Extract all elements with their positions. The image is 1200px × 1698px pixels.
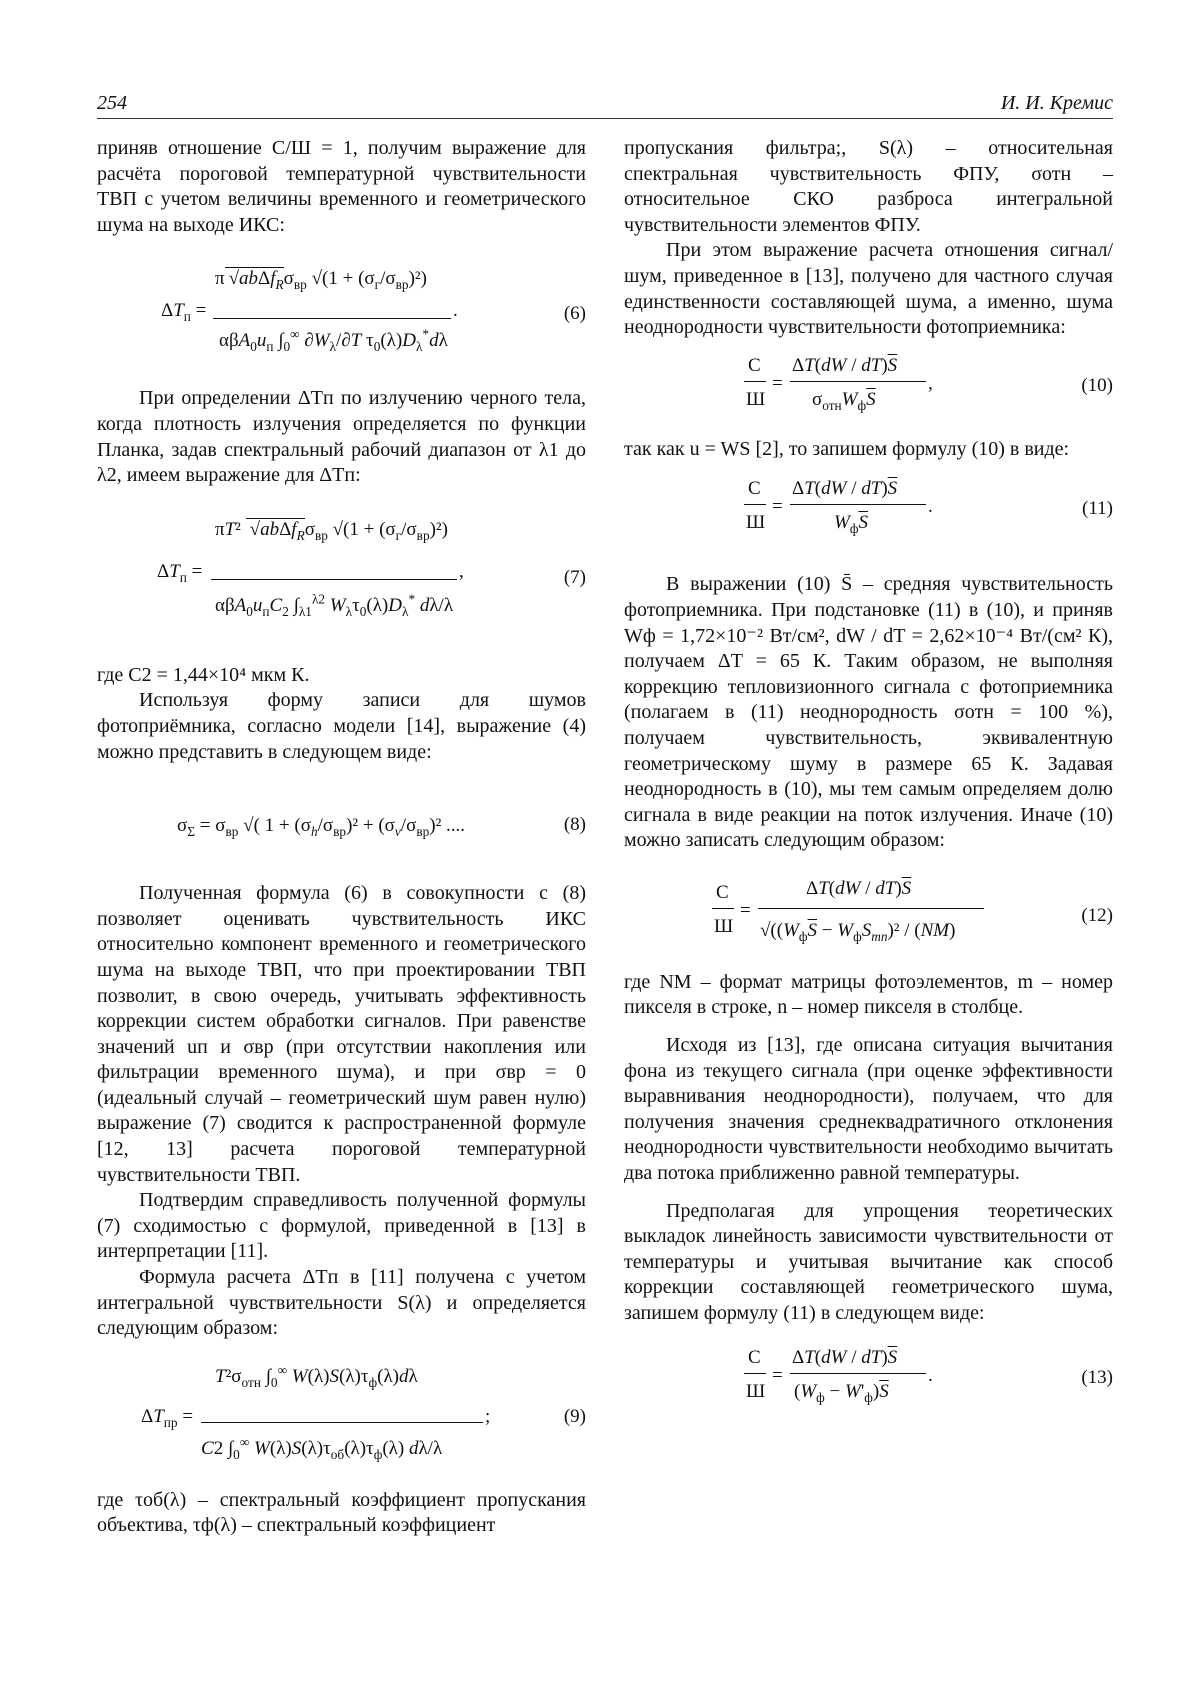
running-header: [97, 88, 1113, 119]
paragraph: где τоб(λ) – спектральный коэффициент пропускания объектива, τф(λ) – спектральный коэффициент: [97, 1488, 586, 1537]
paragraph: При определении ΔTп по излучению черного тела, когда плотность излучения определяется по функции Планка, задав спектральный рабочий диапазон от λ1 до λ2, имеем выражение для ΔTп:: [97, 387, 586, 487]
formula-9: $\Delta T_{пр}$ = $T^2\sigma_{отн}$ $\int_0^\infty$ $W(\lambda)S(\lambda)\tau_ф(\lambda)d\lambda$ C2 $\int_0^\infty$ $W(\lambda)S(\lambda)\tau_{об}(\lambda)\tau_ф(\lambda)$ dλ/λ ; (9): [141, 1362, 586, 1462]
page-number: 254: [97, 92, 127, 114]
equation-number: (7): [563, 566, 586, 588]
formula-10: С Ш = $\Delta T(dW / dT)\overline{S}$ $\sigma_{отн}W_ф\overline{S}$ , (10): [746, 354, 1113, 413]
running-author: И. И. Кремис: [1000, 92, 1113, 114]
paragraph: Полученная формула (6) в совокупности с (8) позволяет оценивать чувствительность ИКС относительно компонент временного и геометрического шума на выходе ТВП, что при проектировании ТВП позволит, в свою очередь, учитывать эффективность коррекции систем обработки сигналов. При равенстве значений uп и σвр (при отсутствии накопления или фильтрации временного шума), и при σвр = 0 (идеальный случай – геометрический шум равен нулю) выражение (7) сводится к распространенной формуле [12, 13] расчета пороговой температурной чувствительности ТВП.: [97, 882, 586, 1186]
paragraph: так как u = WS [2], то запишем формулу (10) в виде:: [624, 437, 1070, 460]
right-column: [624, 136, 1113, 1415]
formula-11: С Ш = $\Delta T(dW / dT)\overline{S}$ $W_ф\overline{S}$ . (11): [746, 478, 1113, 537]
equation-number: (11): [1082, 498, 1113, 520]
paragraph: Исходя из [13], где описана ситуация вычитания фона из текущего сигнала (при оценке эффективности выравнивания неоднородности), получаем, что для получения значения среднеквадратичного отклонения неоднородности чувствительности необходимо вычитать два потока приближенно равной температуры.: [624, 1034, 1113, 1185]
formula-13: С Ш = $\Delta T(dW / dT)\overline{S}$ $(W_ф - W'_ф)\overline{S}$ . (13): [746, 1346, 1113, 1405]
paragraph: В выражении (10) S̄ – средняя чувствительность фотоприемника. При подстановке (11) в (10), и приняв Wф = 1,72×10⁻² Вт/см², dW / dT = 2,62×10⁻⁴ Вт/(см² К), получаем ΔT = 65 К. Таким образом, не выполняя коррекцию тепловизионного сигнала с фотоприемника (полагаем в (11) неоднородность σотн = 100 %), получаем чувствительность, эквивалентную геометрическому шуму в размере 65 К. Задавая неоднородность в (10), мы тем самым определяем долю сигнала в виде реакции на поток излучения. Иначе (10) можно записать следующим образом:: [624, 573, 1113, 852]
paragraph: пропускания фильтра;, S(λ) – относительная спектральная чувствительность ФПУ, σотн – относительное СКО разброса интегральной чувствительности элементов ФПУ.: [624, 137, 1113, 236]
formula-7: $\Delta T_п$ = πT² $√ab\Delta f_R\sigma_{вр}$ $√(1 + (\sigma_г/\sigma_{вр})^2)$ $\alpha\beta A_0u_пC_2$ $\int_{\lambda 1}^{\lambda 2}$ $W_\lambda\tau_0(\lambda)D_\lambda^*$ dλ/λ , (7): [157, 518, 586, 619]
paragraph: приняв отношение С/Ш = 1, получим выражение для расчёта пороговой температурной чувствительности ТВП с учетом величины временного и геометрического шума на выходе ИКС:: [97, 137, 586, 236]
equation-number: (6): [563, 303, 586, 325]
paragraph: При этом выражение расчета отношения сигнал/шум, приведенное в [13], получено для частного случая единственности составляющей шума, а именно, шума неоднородности чувствительности фотоприемника:: [624, 239, 1113, 339]
formula-12: С Ш = $\Delta T(dW / dT)\overline{S}$ $√((W_ф\overline{S} - W_фS_{mn})^2 / (NM)$ (12): [714, 877, 1113, 944]
equation-number: (12): [1081, 905, 1113, 927]
paragraph: где C2 = 1,44×10⁴ мкм К.: [97, 663, 310, 686]
equation-number: (13): [1081, 1366, 1113, 1388]
paragraph: Предполагая для упрощения теоретических выкладок линейность зависимости чувствительности от температуры и учитывая вычитание как способ коррекции составляющей геометрического шума, запишем формулу (11) в следующем виде:: [624, 1199, 1113, 1324]
paragraph: где NM – формат матрицы фотоэлементов, m – номер пикселя в строке, n – номер пикселя в столбце.: [624, 970, 1113, 1019]
paragraph: Используя форму записи для шумов фотоприёмника, согласно модели [14], выражение (4) можно представить в следующем виде:: [97, 689, 586, 763]
left-column: [97, 136, 586, 1539]
paragraph: Подтвердим справедливость полученной формулы (7) сходимостью с формулой, приведенной в [13] в интерпретации [11].: [97, 1189, 586, 1263]
paragraph: Формула расчета ΔTп в [11] получена с учетом интегральной чувствительности S(λ) и определяется следующим образом:: [97, 1266, 586, 1340]
equation-number: (10): [1081, 374, 1113, 396]
equation-number: (8): [563, 814, 586, 836]
formula-6: $\Delta T_п$ = π $√ab\Delta f_R\sigma_{вр}$ $√(1 + (\sigma_г/\sigma_{вр})^2)$ $\alpha\beta A_0u_п$ $\int_0^\infty$ $\partial W_\lambda/\partial T$ $\tau_0(\lambda)D_\lambda^*d\lambda$ . (6): [161, 268, 586, 355]
equation-number: (9): [563, 1406, 586, 1428]
formula-8: $\sigma_\Sigma = \sigma_{вр}$ √( $1 + (\sigma_h/\sigma_{вр})^2 + (\sigma_v/\sigma_{вр})^2$ .... (8): [177, 814, 586, 839]
